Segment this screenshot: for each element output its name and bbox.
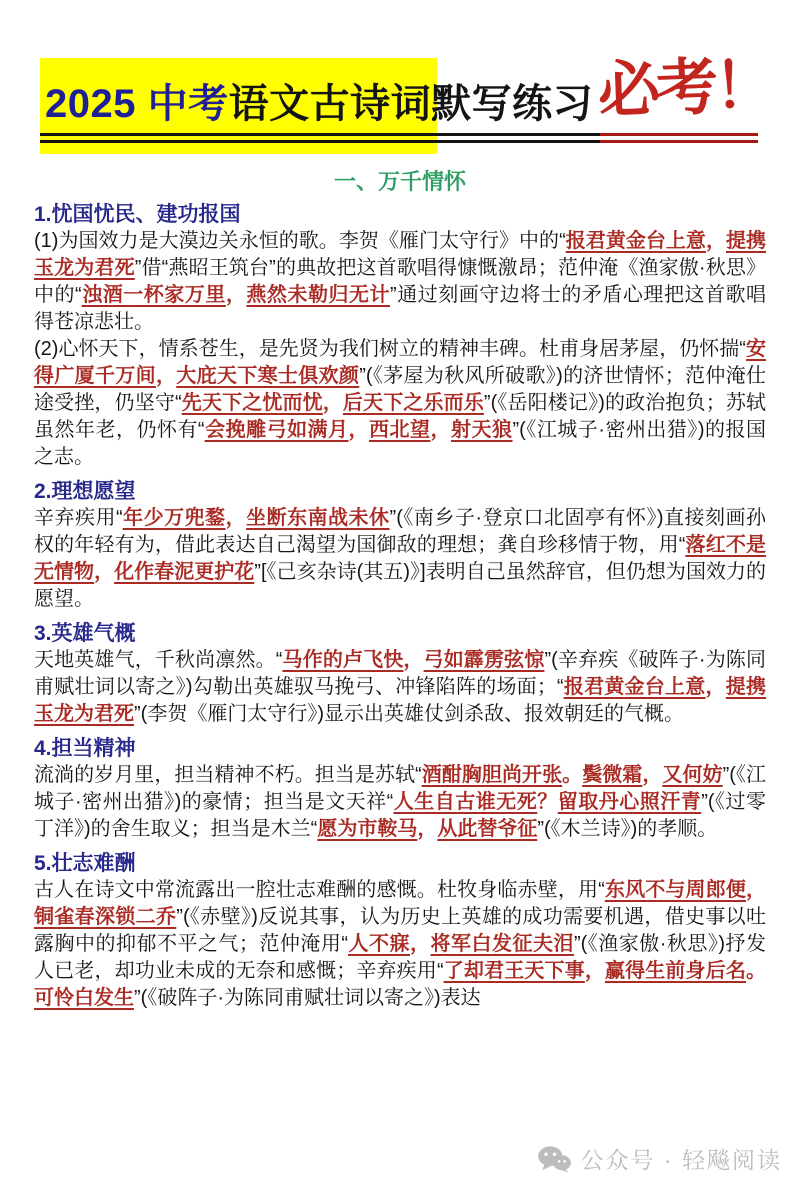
paragraph xyxy=(34,647,766,728)
plain-text: ”[《己亥杂诗(其五)》]表明自己虽然辞官，但仍想为国效力的愿望。 xyxy=(34,561,767,610)
poetry-quote: 将军白发征夫泪 xyxy=(430,933,574,955)
content xyxy=(0,196,800,1012)
plain-text: ”(《过零丁洋》)的舍生取义；担当是木兰“ xyxy=(34,791,767,840)
poetry-quote: 后天下之乐而乐 xyxy=(342,392,484,414)
paragraph xyxy=(34,877,766,1012)
poetry-quote: 马作的卢飞快 xyxy=(282,649,404,671)
plain-text: ”(《江城子·密州出猎》)的豪情；担当是文天祥“ xyxy=(34,764,767,813)
plain-text: 天地英雄气，千秋尚凛然。“ xyxy=(34,649,283,671)
section-heading: 1.忧国忧民、建功报国 xyxy=(34,203,241,226)
poetry-quote: 安得广厦千万间 xyxy=(34,338,766,387)
poetry-quote: 留取丹心照汗青 xyxy=(557,791,702,813)
page-header xyxy=(0,51,800,152)
plain-text: 古人在诗文中常流露出一腔壮志难酬的感慨。杜牧身临赤壁，用“ xyxy=(34,879,605,901)
poetry-quote: 化作春泥更护花 xyxy=(114,561,255,583)
plain-text: ”通过刻画守边将士的矛盾心理把这首歌唱得苍凉悲壮。 xyxy=(34,284,767,333)
plain-text: ”(李贺《雁门太守行》)显示出英雄仗剑杀敌、报效朝廷的气概。 xyxy=(134,703,684,725)
poetry-punctuation: 。 xyxy=(746,960,767,982)
poetry-quote: 西北望 xyxy=(369,419,431,441)
rule-line-bottom xyxy=(40,140,758,143)
plain-text: 流淌的岁月里，担当精神不朽。担当是苏轼“ xyxy=(34,764,422,786)
poetry-quote: 弓如霹雳弦惊 xyxy=(423,649,545,671)
poetry-punctuation: ， xyxy=(225,507,247,529)
poetry-quote: 东风不与周郎便 xyxy=(604,879,746,901)
plain-text: ”(辛弃疾《破阵子·为陈同甫赋壮词以寄之》)勾勒出英雄驭马挽弓、冲锋陷阵的场面；“ xyxy=(34,649,767,698)
poetry-punctuation: ， xyxy=(225,284,247,306)
poetry-quote: 射天狼 xyxy=(451,419,513,441)
poetry-punctuation: ， xyxy=(410,933,431,955)
paragraph xyxy=(34,228,766,336)
page-footer xyxy=(537,1142,782,1175)
poetry-punctuation: ， xyxy=(746,879,766,901)
poetry-punctuation: 。 xyxy=(562,764,583,786)
poetry-quote: 人生自古谁无死 xyxy=(393,791,538,813)
part-title: 一、万千情怀 xyxy=(333,169,466,194)
poetry-quote: 浊酒一杯家万里 xyxy=(81,284,226,306)
poetry-quote: 先天下之忧而忧 xyxy=(181,392,323,414)
plain-text: ”借“燕昭王筑台”的典故把这首歌唱得慷慨激昂；范仲淹《渔家傲·秋思》中的“ xyxy=(34,257,767,306)
section-heading: 3.英雄气概 xyxy=(34,622,136,645)
plain-text: ”(《赤壁》)反说其事，认为历史上英雄的成功需要机遇，借史事以吐露胸中的抑郁不平之气；范仲淹用“ xyxy=(34,906,767,955)
poetry-quote: 酒酣胸胆尚开张 xyxy=(421,764,563,786)
topic-section xyxy=(34,851,766,1012)
poetry-quote: 可怜白发生 xyxy=(34,987,134,1009)
double-rule xyxy=(40,133,758,147)
paragraph xyxy=(34,336,766,471)
topic-section xyxy=(34,736,766,843)
topic-section xyxy=(34,621,766,728)
paragraph xyxy=(34,505,766,613)
rule-line-top xyxy=(40,133,758,136)
poetry-quote: 了却君王天下事 xyxy=(443,960,585,982)
poetry-quote: 报君黄金台上意 xyxy=(563,676,706,698)
poetry-punctuation: ， xyxy=(430,419,452,441)
plain-text: ”(《渔家傲·秋思》)抒发人已老，却功业未成的无奈和感慨；辛弃疾用“ xyxy=(34,933,767,982)
plain-text: 辛弃疾用“ xyxy=(34,507,123,529)
sections-container xyxy=(34,202,766,1012)
poetry-quote: 鬓微霜 xyxy=(582,764,643,786)
poetry-quote: 赢得生前身后名 xyxy=(604,960,747,982)
title-year-exam: 2025 中考 xyxy=(45,82,229,126)
poetry-punctuation: ？ xyxy=(537,791,558,813)
page-title xyxy=(45,82,593,126)
poetry-quote: 提携玉龙为君死 xyxy=(34,676,767,725)
poetry-punctuation: ， xyxy=(155,365,177,387)
poetry-quote: 报君黄金台上意 xyxy=(565,230,706,252)
poetry-punctuation: ， xyxy=(584,960,605,982)
section-heading: 4.担当精神 xyxy=(34,737,136,760)
poetry-quote: 落红不是无情物 xyxy=(34,534,766,583)
poetry-punctuation: ， xyxy=(642,764,663,786)
poetry-quote: 又何妨 xyxy=(662,764,723,786)
plain-text: (2)心怀天下，情系苍生，是先贤为我们树立的精神丰碑。杜甫身居茅屋，仍怀揣“ xyxy=(34,338,746,360)
watermark-text: 公众号 · 轻飚阅读 xyxy=(580,1147,782,1173)
plain-text: ”(《茅屋为秋风所破歌》)的济世情怀；范仲淹仕途受挫，仍坚守“ xyxy=(34,365,767,414)
poetry-quote: 年少万兜鍪 xyxy=(122,507,226,529)
poetry-punctuation: ， xyxy=(348,419,370,441)
poetry-quote: 从此替爷征 xyxy=(437,818,538,840)
plain-text: ”(《木兰诗》)的孝顺。 xyxy=(537,818,718,840)
wechat-icon xyxy=(537,1145,571,1173)
section-heading: 5.壮志难酬 xyxy=(34,852,136,875)
poetry-punctuation: ， xyxy=(417,818,438,840)
poetry-quote: 大庇天下寒士俱欢颜 xyxy=(176,365,360,387)
poetry-punctuation: ， xyxy=(705,230,726,252)
poetry-quote: 燕然未勒归无计 xyxy=(246,284,391,306)
plain-text: ”(《岳阳楼记》)的政治抱负；苏轼虽然年老，仍怀有“ xyxy=(34,392,766,441)
topic-section xyxy=(34,479,766,613)
poetry-punctuation: ， xyxy=(322,392,343,414)
topic-section xyxy=(34,202,766,471)
poetry-punctuation: ， xyxy=(94,561,115,583)
poetry-quote: 会挽雕弓如满月 xyxy=(204,419,349,441)
poetry-quote: 坐断东南战未休 xyxy=(246,507,390,529)
poetry-punctuation: ， xyxy=(403,649,424,671)
plain-text: ”(《破阵子·为陈同甫赋壮词以寄之》)表达 xyxy=(134,987,481,1009)
section-heading: 2.理想愿望 xyxy=(34,480,136,503)
must-test-badge: 必考！ xyxy=(596,51,774,127)
paragraph xyxy=(34,762,766,843)
poetry-quote: 铜雀春深锁二乔 xyxy=(34,906,177,928)
poetry-quote: 提携玉龙为君死 xyxy=(34,230,767,279)
poetry-quote: 人不寐 xyxy=(348,933,411,955)
title-subject: 语文古诗词默写练习 xyxy=(228,82,594,126)
poetry-quote: 愿为市鞍马 xyxy=(317,818,418,840)
plain-text: ”(《江城子·密州出猎》)的报国之志。 xyxy=(34,419,767,468)
plain-text: ”(《南乡子·登京口北固亭有怀》)直接刻画孙权的年轻有为，借此表达自己渴望为国御敌的理想；龚自珍移情于物，用“ xyxy=(34,507,767,556)
plain-text: (1)为国效力是大漠边关永恒的歌。李贺《雁门太守行》中的“ xyxy=(34,230,566,252)
poetry-punctuation: ， xyxy=(705,676,726,698)
